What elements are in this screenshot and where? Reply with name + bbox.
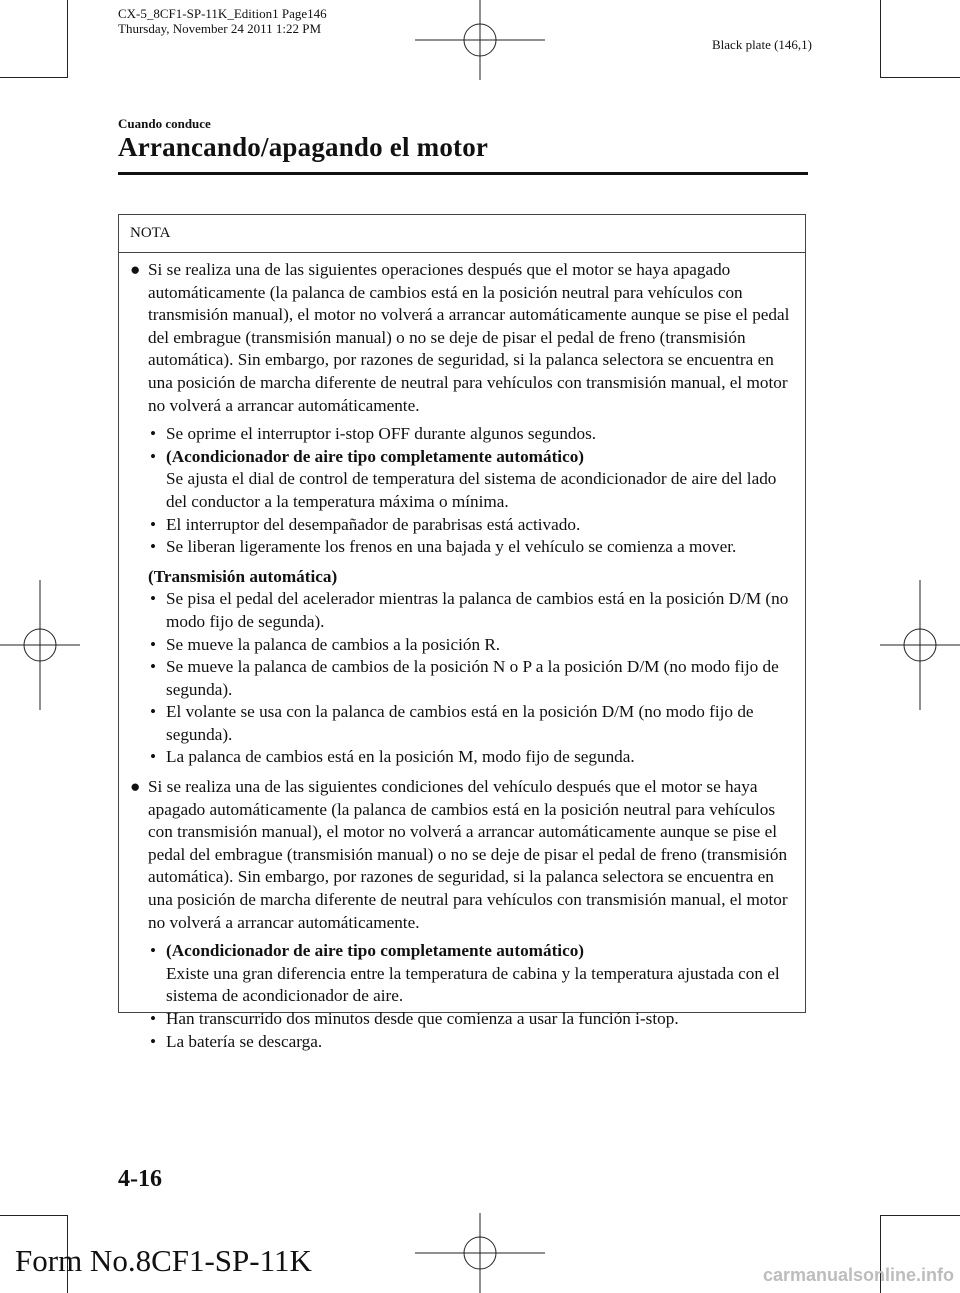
note-bullet-conditions [130,776,797,934]
list-item: • Se mueve la palanca de cambios de la posición N o P a la posición D/M (no modo fijo de segunda). [150,657,779,699]
bullet-dot-icon: • [150,589,157,609]
list-item-heading: (Acondicionador de aire tipo completamente automático) [166,941,585,961]
note-bullet-operations [130,259,797,417]
list-item-detail: Existe una gran diferencia entre la temperatura de cabina y la temperatura ajustada con el sistema de acondicionador de aire. [166,963,780,1006]
bullet-dot-icon: • [150,424,157,444]
list-item: • El volante se usa con la palanca de cambios está en la posición D/M (no modo fijo de segunda). [150,702,754,744]
bullet-dot-icon: • [150,657,157,677]
automatic-transmission-heading: (Transmisión automática) [148,566,338,586]
note-header [119,215,805,253]
note-box [118,214,806,1051]
list-item: • Se oprime el interruptor i-stop OFF durante algunos segundos. [148,423,797,446]
list-item: • El interruptor del desempañador de parabrisas está activado. [148,514,797,537]
form-number: Form No.8CF1-SP-11K [15,1243,312,1278]
bullet-dot-icon: • [150,634,157,654]
registration-mark-top [415,0,545,80]
title-rule [118,172,808,175]
section-label: Cuando conduce [118,116,211,131]
list-item-detail: Se ajusta el dial de control de temperatura del sistema de acondicionador de aire del lado del conductor a la temperatura máxima o mínima. [166,469,777,511]
registration-mark-left [0,580,80,710]
note-body [130,259,797,1053]
list-item: • Se pisa el pedal del acelerador mientras la palanca de cambios está en la posición D/M (no modo fijo de segunda). [150,589,789,631]
note-bullet-text: Si se realiza una de las siguientes operaciones después que el motor se haya apagado automáticamente (la palanca de cambios está en la posición neutral para vehículos con transmisión manual), el motor no volverá a arrancar automáticamente aunque se pise el pedal del embrague (transmisión manual) o no se deje de pisar el pedal de freno (transmisión automática). Sin embargo, por razones de seguridad, si la palanca selectora se encuentra en una posición de marcha diferente de neutral para vehículos con transmisión manual, el motor no volverá a arrancar automáticamente. [148,260,790,415]
plate-label: Black plate (146,1) [712,37,812,52]
bullet-dot-icon: • [150,537,157,557]
list-item: • Se mueve la palanca de cambios a la posición R. [148,634,797,657]
print-date-line: Thursday, November 24 2011 1:22 PM [118,21,322,36]
list-item: • Han transcurrido dos minutos desde que comienza a usar la función i-stop. [148,1008,797,1031]
list-item-heading: (Acondicionador de aire tipo completamente automático) [166,446,585,466]
bullet-dot-icon: ● [130,777,141,797]
watermark-link[interactable]: carmanualsonline.info [762,1265,954,1285]
bullet-dot-icon: ● [130,260,141,279]
bullet-dot-icon: • [150,702,157,722]
print-job-line: CX-5_8CF1-SP-11K_Edition1 Page146 [118,6,327,21]
list-item: • La batería se descarga. [148,1031,797,1054]
note-title: NOTA [130,225,171,241]
note-bullet-text: Si se realiza una de las siguientes condiciones del vehículo después que el motor se haya apagado automáticamente (la palanca de cambios está en la posición neutral para vehículos con transmisión manual), el motor no volverá a arrancar automáticamente aunque se pise el pedal del embrague (transmisión manual) o no se deje de pisar el pedal de freno (transmisión automática). Sin embargo, por razones de seguridad, si la palanca selectora se encuentra en una posición de marcha diferente de neutral para vehículos con transmisión manual, el motor no volverá a arrancar automáticamente. [148,777,788,932]
bullet-dot-icon: • [150,747,157,767]
page-number: 4-16 [118,1166,162,1192]
registration-mark-bottom [415,1213,545,1293]
list-item: • Se liberan ligeramente los frenos en una bajada y el vehículo se comienza a mover. [148,536,797,559]
conditions-list [130,940,797,1053]
list-item: • La palanca de cambios está en la posición M, modo fijo de segunda. [148,746,797,769]
bullet-dot-icon: • [150,941,157,961]
list-item [148,446,797,514]
page-title: Arrancando/apagando el motor [118,132,489,162]
bullet-dot-icon: • [150,1031,157,1051]
bullet-dot-icon: • [150,514,157,534]
bullet-dot-icon: • [150,446,157,466]
registration-mark-right [880,580,960,710]
operations-list [130,423,797,769]
bullet-dot-icon: • [150,1009,157,1028]
list-item [148,940,797,1008]
